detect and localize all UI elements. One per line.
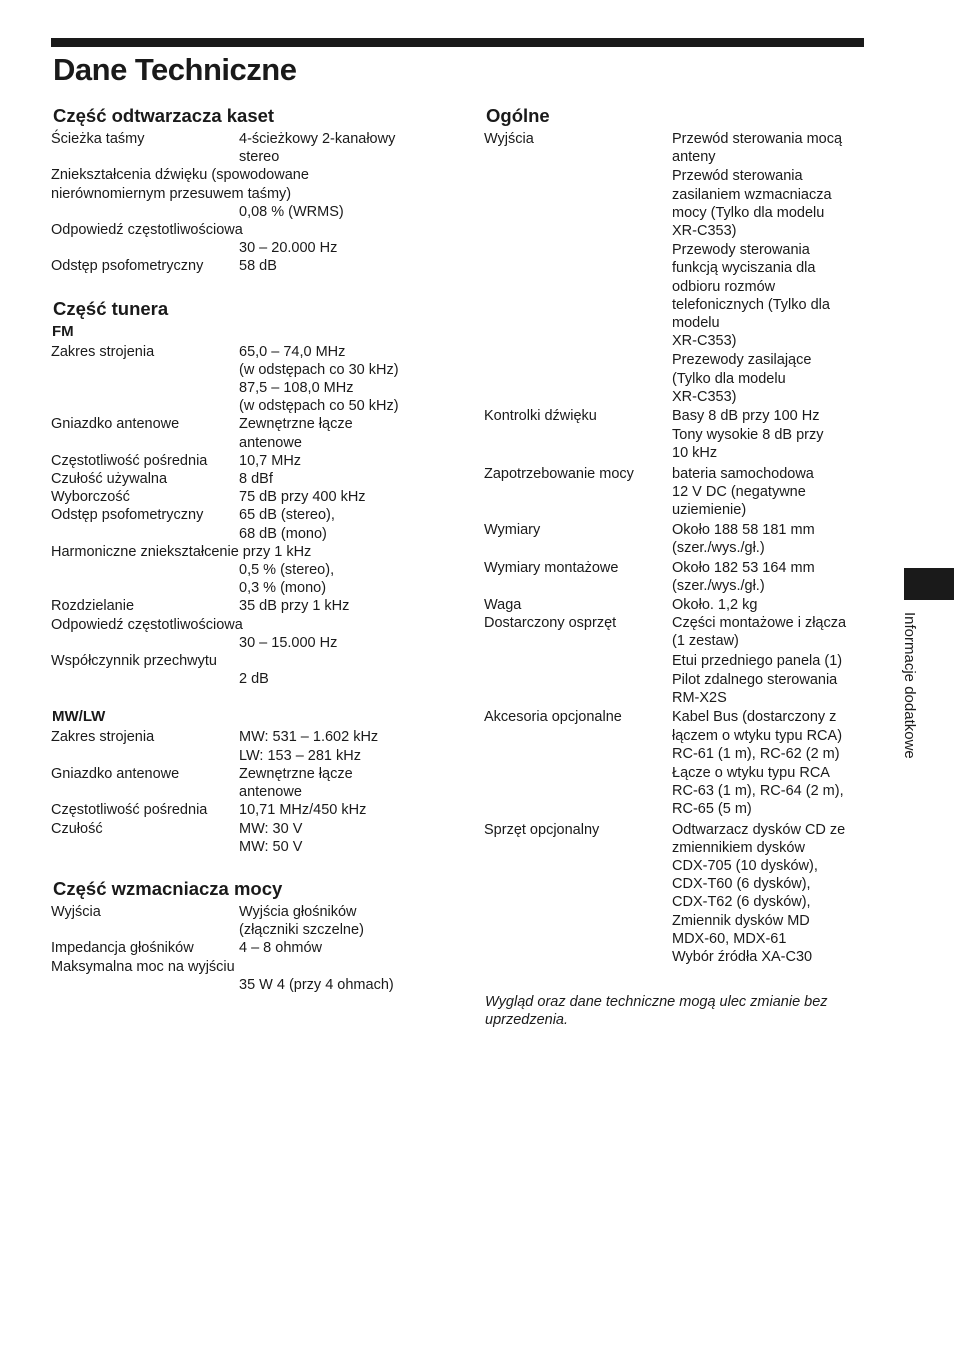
cassette-heading: Część odtwarzacza kaset (53, 105, 275, 126)
spec-value: Około 188 58 181 mm (szer./wys./gł.) (672, 522, 815, 557)
spec-row-gen-tone (484, 407, 868, 464)
spec-label: Częstotliwość pośrednia (51, 802, 208, 819)
spec-label: nierównomiernym przesuwem taśmy) (51, 185, 292, 202)
spec-label: Wyborczość (51, 489, 130, 506)
spec-row-freq (51, 221, 441, 257)
spec-row-amp-max (51, 958, 441, 994)
spec-value: 65,0 – 74,0 MHz (w odstępach co 30 kHz) 87,5 – 108,0 MHz (w odstępach co 50 kHz) (239, 343, 399, 415)
spec-value: Basy 8 dB przy 100 Hz Tony wysokie 8 dB przy 10 kHz (672, 408, 824, 462)
spec-value: 4 – 8 ohmów (239, 940, 323, 957)
spec-label: Maksymalna moc na wyjściu (51, 958, 235, 975)
spec-value: 8 dBf (239, 471, 273, 488)
spec-row-mw-tuning (51, 728, 441, 764)
spec-value: 58 dB (239, 258, 277, 275)
spec-row-gen-opt-acc (484, 708, 868, 819)
spec-row-fm-sep (51, 597, 441, 615)
spec-label: Zakres strojenia (51, 343, 155, 360)
spec-row-gen-opt-eq (484, 821, 868, 967)
spec-value: 35 W 4 (przy 4 ohmach) (239, 976, 394, 993)
spec-label: Akcesoria opcjonalne (484, 709, 622, 726)
spec-label: Kontrolki dźwięku (484, 408, 597, 425)
spec-value: 0,5 % (stereo), (239, 562, 335, 579)
spec-row-amp-out (51, 903, 441, 939)
spec-value: MW: 531 – 1.602 kHz LW: 153 – 281 kHz (239, 729, 379, 764)
spec-label: Gniazdko antenowe (51, 416, 180, 433)
spec-row-fm-sens (51, 470, 441, 488)
spec-row-gen-out (484, 130, 868, 407)
spec-label: Odstęp psofometryczny (51, 507, 204, 524)
spec-value: Zewnętrzne łącze antenowe (239, 765, 353, 801)
spec-label: Współczynnik przechwytu (51, 653, 217, 670)
spec-label: Czułość (51, 820, 103, 837)
spec-value: 0,3 % (mono) (239, 580, 327, 597)
spec-label: Częstotliwość pośrednia (51, 452, 208, 469)
spec-value: Kabel Bus (dostarczony z łączem o wtyku typu RCA) RC-61 (1 m), RC-62 (2 m) Łącze o wtyku typu RCA RC-63 (1 m), RC-64 (2 m), RC-65 (5 m) (672, 709, 844, 818)
spec-label: Zniekształcenia dźwięku (spowodowane (51, 167, 309, 184)
spec-row-gen-mount (484, 559, 868, 595)
spec-value: 10,7 MHz (239, 452, 302, 469)
section-side-label: Informacje dodatkowe (901, 612, 918, 759)
spec-label: Zakres strojenia (51, 729, 155, 746)
spec-row-fm-tuning (51, 343, 441, 416)
spec-value: Części montażowe i złącza (1 zestaw) Etui przedniego panela (1) Pilot zdalnego sterowania RM-X2S (672, 615, 847, 707)
left-column (51, 100, 441, 994)
spec-value: 0,08 % (WRMS) (239, 203, 344, 220)
spec-value: Przewód sterowania mocą anteny Przewód sterowania zasilaniem wzmacniacza mocy (Tylko dla modelu XR-C353) Przewody sterowania funkcją wyciszania dla odbioru rozmów telefonicznych (Tylko dla modelu XR-C353) Prezewody zasilające (Tylko dla modelu XR-C353) (672, 131, 843, 405)
spec-row-mw-if (51, 801, 441, 819)
spec-row-fm-freq (51, 616, 441, 652)
spec-row-fm-sn (51, 506, 441, 542)
spec-row-gen-dim (484, 521, 868, 557)
section-tab-marker (904, 568, 954, 600)
disclaimer-note: Wygląd oraz dane techniczne mogą ulec zmianie bez uprzedzenia. (485, 994, 828, 1029)
spec-value: Odtwarzacz dysków CD ze zmiennikiem dysków CDX-705 (10 dysków), CDX-T60 (6 dysków), CDX-T62 (6 dysków), Zmiennik dysków MD MDX-60, MDX-61 Wybór źródła XA-C30 (672, 821, 846, 965)
spec-label: Sprzęt opcjonalny (484, 821, 600, 838)
spec-value: 35 dB przy 1 kHz (239, 598, 350, 615)
spec-row-gen-supplied (484, 614, 868, 708)
mwlw-subheading: MW/LW (52, 708, 106, 726)
spec-label: Impedancja głośników (51, 940, 194, 957)
spec-value: Około 182 53 164 mm (szer./wys./gł.) (672, 559, 815, 594)
spec-value: 30 – 20.000 Hz (239, 240, 338, 257)
spec-value: Wyjścia głośników (złączniki szczelne) (239, 903, 364, 939)
page-title: Dane Techniczne (53, 52, 297, 87)
spec-label: Zapotrzebowanie mocy (484, 465, 634, 482)
spec-label: Gniazdko antenowe (51, 765, 180, 782)
spec-label: Odpowiedź częstotliwościowa (51, 616, 243, 633)
spec-label: Ścieżka taśmy (51, 131, 145, 147)
spec-row-mw-sens (51, 820, 441, 856)
spec-row-track (51, 130, 441, 166)
spec-label: Wymiary (484, 522, 541, 539)
spec-value: Zewnętrzne łącze antenowe (239, 416, 353, 451)
spec-row-gen-power (484, 465, 868, 520)
spec-row-sn (51, 257, 441, 275)
spec-row-fm-capture (51, 652, 441, 688)
fm-subheading: FM (52, 322, 74, 340)
spec-value: MW: 30 V MW: 50 V (239, 820, 303, 855)
spec-label: Dostarczony osprzęt (484, 615, 617, 632)
spec-value: 10,71 MHz/450 kHz (239, 802, 367, 819)
spec-label: Wymiary montażowe (484, 559, 619, 576)
spec-value: 2 dB (239, 671, 269, 688)
spec-value: 65 dB (stereo), 68 dB (mono) (239, 507, 335, 542)
spec-row-mw-antenna (51, 765, 441, 801)
spec-value: bateria samochodowa 12 V DC (negatywne uziemienie) (672, 465, 814, 519)
amp-heading: Część wzmacniacza mocy (53, 877, 283, 899)
spec-label: Czułość używalna (51, 471, 168, 488)
spec-label: Waga (484, 597, 522, 614)
top-rule (51, 38, 864, 47)
spec-row-fm-sel (51, 488, 441, 506)
spec-row-gen-weight (484, 596, 868, 614)
spec-label: Odpowiedź częstotliwościowa (51, 222, 243, 239)
spec-value: 4-ścieżkowy 2-kanałowy stereo (239, 131, 396, 166)
spec-value: 75 dB przy 400 kHz (239, 489, 366, 506)
spec-row-fm-if (51, 452, 441, 470)
right-column (484, 100, 868, 966)
spec-row-fm-antenna (51, 415, 441, 451)
spec-value: 30 – 15.000 Hz (239, 634, 338, 651)
general-heading: Ogólne (486, 105, 550, 126)
spec-row-amp-imp (51, 939, 441, 957)
spec-label: Harmoniczne zniekształcenie przy 1 kHz (51, 543, 312, 560)
spec-label: Rozdzielanie (51, 598, 135, 615)
spec-label: Odstęp psofometryczny (51, 258, 204, 275)
spec-label: Wyjścia (51, 903, 101, 920)
spec-label: Wyjścia (484, 131, 534, 147)
spec-row-wow (51, 166, 441, 221)
spec-row-fm-thd (51, 543, 441, 598)
tuner-heading: Część tunera (53, 297, 169, 319)
spec-value: Około. 1,2 kg (672, 597, 758, 614)
